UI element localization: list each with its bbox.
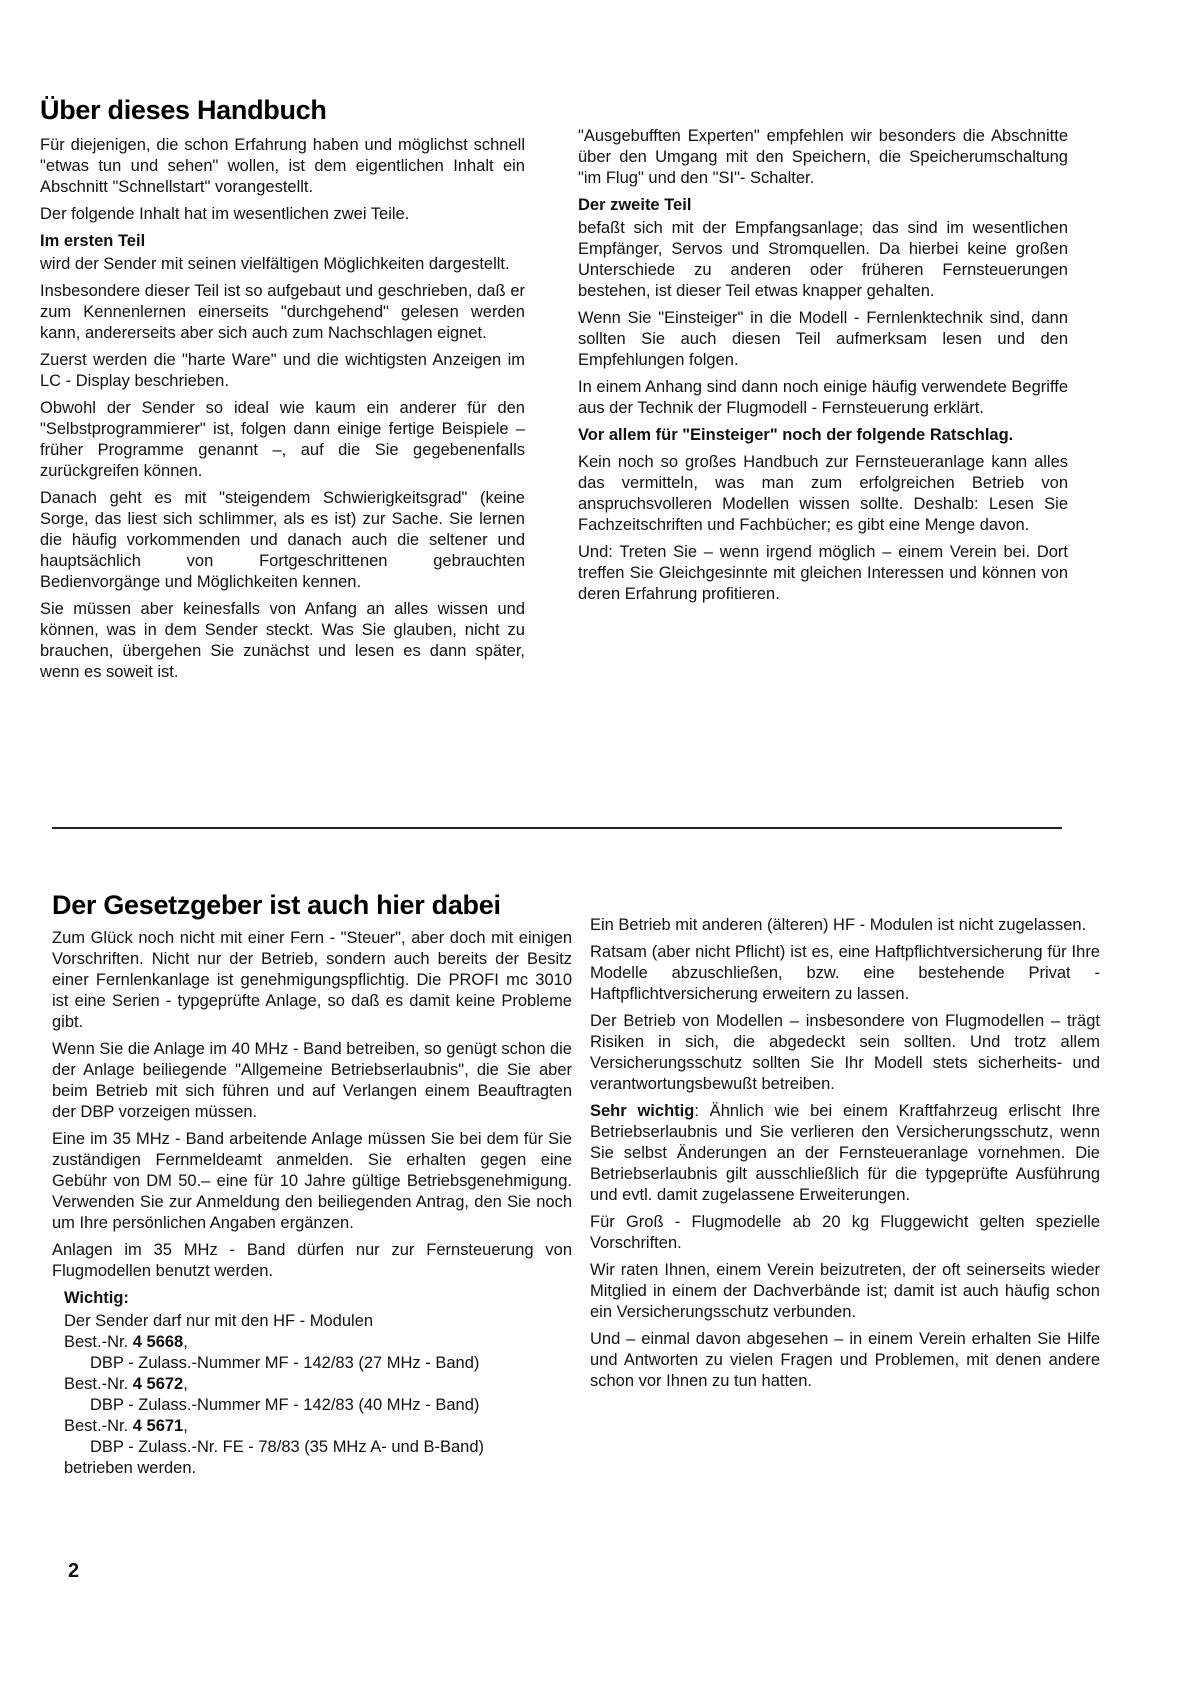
module-number: 4 5668	[132, 1333, 184, 1351]
paragraph: Der folgende Inhalt hat im wesentlichen zwei Teile.	[40, 205, 410, 223]
subheading-wichtig: Wichtig:	[64, 1289, 129, 1307]
paragraph: Obwohl der Sender so ideal wie kaum ein anderer für den "Selbstprogrammierer" ist, folgen dann einige fertige Beispiele – früher Programme genannt –, auf die Sie gegebenenfalls zurückgreifen können.	[40, 399, 525, 480]
paragraph: Für Groß - Flugmodelle ab 20 kg Fluggewicht gelten spezielle Vorschriften.	[590, 1213, 1100, 1252]
section-title-gesetzgeber: Der Gesetzgeber ist auch hier dabei	[52, 890, 501, 920]
paragraph: Anlagen im 35 MHz - Band dürfen nur zur Fernsteuerung von Flugmodellen benutzt werden.	[52, 1241, 572, 1280]
module-approval: DBP - Zulass.-Nummer MF - 142/83 (27 MHz - Band)	[90, 1354, 480, 1372]
section-divider	[52, 827, 1062, 829]
subheading-zweiter-teil: Der zweite Teil	[578, 196, 692, 214]
section2-left-column	[52, 928, 572, 1479]
section1-left-column	[40, 135, 525, 689]
paragraph: Ein Betrieb mit anderen (älteren) HF - Modulen ist nicht zugelassen.	[590, 916, 1087, 934]
module-list	[52, 1311, 572, 1479]
module-item	[64, 1374, 572, 1395]
module-intro: Der Sender darf nur mit den HF - Modulen	[64, 1312, 374, 1330]
paragraph: Für diejenigen, die schon Erfahrung haben und möglichst schnell "etwas tun und sehen" wollen, ist dem eigentlichen Inhalt ein Abschnitt "Schnellstart" vorangestellt.	[40, 136, 525, 196]
paragraph: wird der Sender mit seinen vielfältigen Möglichkeiten dargestellt.	[40, 255, 510, 273]
paragraph: Und – einmal davon abgesehen – in einem Verein erhalten Sie Hilfe und Antworten zu vielen Fragen und Problemen, mit denen andere schon vor Ihnen zu tun hatten.	[590, 1330, 1100, 1390]
paragraph: Wenn Sie die Anlage im 40 MHz - Band betreiben, so genügt schon die der Anlage beiliegende "Allgemeine Betriebserlaubnis", die Sie aber beim Betrieb mit sich führen und auf Verlangen einem Beauftragten der DBP vorzeigen müssen.	[52, 1040, 572, 1121]
subheading-erster-teil: Im ersten Teil	[40, 232, 146, 250]
module-number: 4 5672	[132, 1375, 184, 1393]
paragraph: Sie müssen aber keinesfalls von Anfang an alles wissen und können, was in dem Sender steckt. Was Sie glauben, nicht zu brauchen, übergehen Sie zunächst und lesen es dann später, wenn es soweit ist.	[40, 600, 525, 681]
paragraph: Wenn Sie "Einsteiger" in die Modell - Fernlenktechnik sind, dann sollten Sie auch diesen Teil aufmerksam lesen und den Empfehlungen folgen.	[578, 309, 1068, 369]
module-item	[64, 1416, 572, 1437]
module-approval: DBP - Zulass.-Nummer MF - 142/83 (40 MHz - Band)	[90, 1396, 480, 1414]
paragraph: "Ausgebufften Experten" empfehlen wir besonders die Abschnitte über den Umgang mit den Speichern, die Speicherumschaltung "im Flug" und den "SI"- Schalter.	[578, 127, 1068, 187]
section-title-handbuch: Über dieses Handbuch	[40, 95, 327, 125]
module-label: Best.-Nr.	[64, 1333, 133, 1351]
module-separator: ,	[183, 1417, 188, 1435]
module-number: 4 5671	[132, 1417, 184, 1435]
paragraph: Danach geht es mit "steigendem Schwierigkeitsgrad" (keine Sorge, das liest sich schlimmer, als es ist) zur Sache. Sie lernen die häufig vorkommenden und danach auch die seltener und hauptsächlich von Fortgeschrittenen gebrauchten Bedienvorgänge und Möglichkeiten kennen.	[40, 489, 525, 591]
module-label: Best.-Nr.	[64, 1375, 133, 1393]
module-separator: ,	[183, 1375, 188, 1393]
paragraph: befaßt sich mit der Empfangsanlage; das sind im wesentlichen Empfänger, Servos und Stromquellen. Da hierbei keine großen Unterschiede zu anderen oder früheren Fernsteuerungen bestehen, ist dieser Teil etwas knapper gehalten.	[578, 219, 1068, 300]
paragraph: In einem Anhang sind dann noch einige häufig verwendete Begriffe aus der Technik der Flugmodell - Fernsteuerung erklärt.	[578, 378, 1068, 417]
subheading-ratschlag: Vor allem für "Einsteiger" noch der folgende Ratschlag.	[578, 426, 1014, 444]
module-separator: ,	[183, 1333, 188, 1351]
page-number: 2	[68, 1560, 80, 1582]
paragraph: Wir raten Ihnen, einem Verein beizutreten, der oft seinerseits wieder Mitglied in einem der Dachverbände ist; damit ist auch häufig schon ein Versicherungsschutz verbunden.	[590, 1261, 1100, 1321]
sehr-wichtig-text: : Ähnlich wie bei einem Kraftfahrzeug erlischt Ihre Betriebserlaubnis und Sie verlieren den Versicherungsschutz, wenn Sie selbst Änderungen an der Fernsteueranlage vornehmen. Die Betriebserlaubnis gilt ausschließlich für die typgeprüfte Ausführung und evtl. damit zugelassene Erweiterungen.	[590, 1102, 1100, 1204]
paragraph	[590, 1101, 1100, 1206]
paragraph: Kein noch so großes Handbuch zur Fernsteueranlage kann alles das vermitteln, was man zum erfolgreichen Betrieb von anspruchsvolleren Modellen wissen sollte. Deshalb: Lesen Sie Fachzeitschriften und Fachbücher; es gibt eine Menge davon.	[578, 453, 1068, 534]
section2-right-column	[590, 915, 1100, 1398]
module-item	[64, 1332, 572, 1353]
paragraph: Ratsam (aber nicht Pflicht) ist es, eine Haftpflichtversicherung für Ihre Modelle abzuschließen, bzw. eine bestehende Privat - Haftpflichtversicherung erweitern zu lassen.	[590, 943, 1100, 1003]
module-approval: DBP - Zulass.-Nr. FE - 78/83 (35 MHz A- und B-Band)	[90, 1438, 485, 1456]
section1-right-column	[578, 126, 1068, 611]
sehr-wichtig-label: Sehr wichtig	[590, 1102, 695, 1120]
module-outro: betrieben werden.	[64, 1459, 197, 1477]
module-label: Best.-Nr.	[64, 1417, 133, 1435]
paragraph: Zum Glück noch nicht mit einer Fern - "Steuer", aber doch mit einigen Vorschriften. Nicht nur der Betrieb, sondern auch bereits der Besitz einer Fernlenkanlage ist genehmigungspflichtig. Die PROFI mc 3010 ist eine Serien - typgeprüfte Anlage, so daß es damit keine Probleme gibt.	[52, 929, 572, 1031]
paragraph: Insbesondere dieser Teil ist so aufgebaut und geschrieben, daß er zum Kennenlernen einerseits "durchgehend" gelesen werden kann, andererseits aber sich auch zum Nachschlagen eignet.	[40, 282, 525, 342]
paragraph: Der Betrieb von Modellen – insbesondere von Flugmodellen – trägt Risiken in sich, die abgedeckt sein sollten. Und trotz allem Versicherungsschutz sollten Sie Ihr Modell stets sicherheits- und verantwortungsbewußt betreiben.	[590, 1012, 1100, 1093]
paragraph: Zuerst werden die "harte Ware" und die wichtigsten Anzeigen im LC - Display beschrieben.	[40, 351, 525, 390]
paragraph: Und: Treten Sie – wenn irgend möglich – einem Verein bei. Dort treffen Sie Gleichgesinnte mit gleichen Interessen und können von deren Erfahrung profitieren.	[578, 543, 1068, 603]
paragraph: Eine im 35 MHz - Band arbeitende Anlage müssen Sie bei dem für Sie zuständigen Fernmeldeamt anmelden. Sie erhalten gegen eine Gebühr von DM 50.– eine für 10 Jahre gültige Betriebsgenehmigung. Verwenden Sie zur Anmeldung den beiliegenden Antrag, den Sie noch um Ihre persönlichen Angaben ergänzen.	[52, 1130, 572, 1232]
